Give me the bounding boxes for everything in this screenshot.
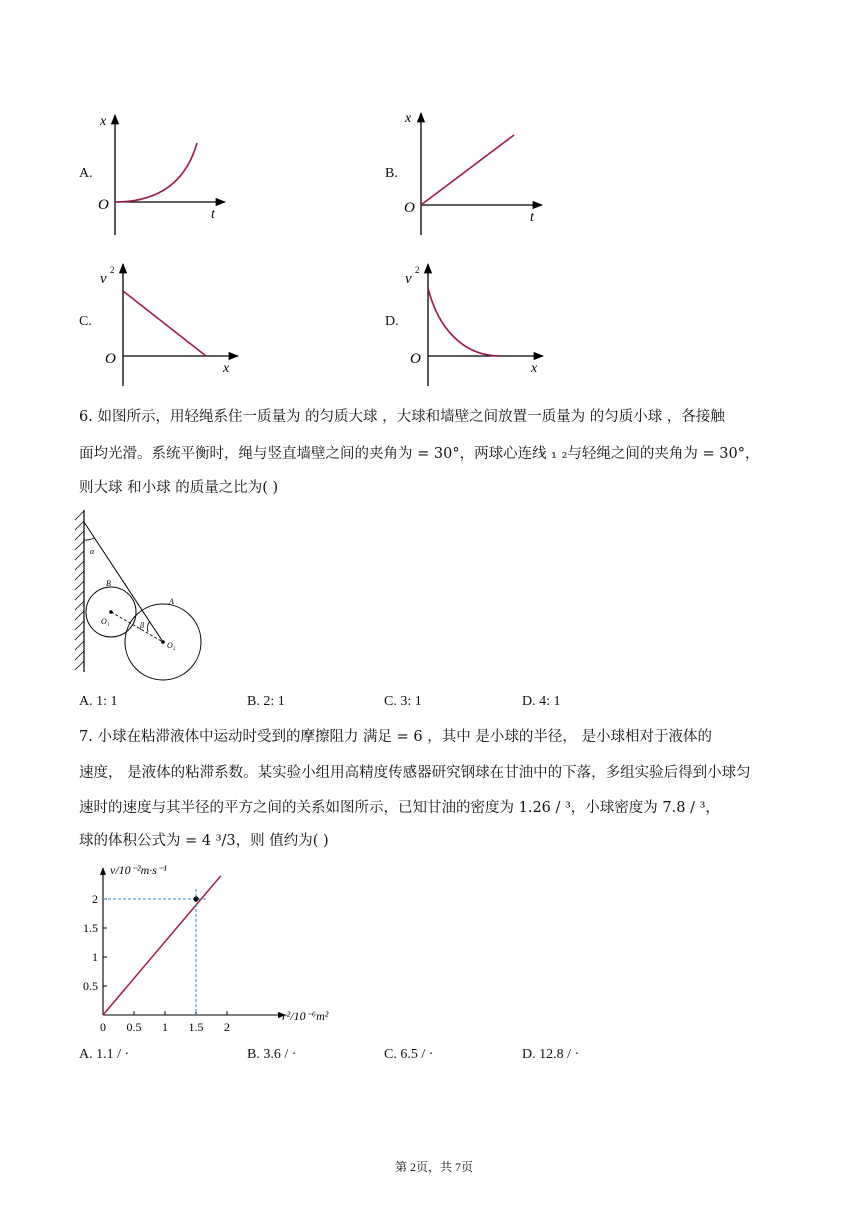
q7-choice-d[interactable]: D. 12.8 / · <box>522 1047 580 1062</box>
o1-label: O <box>101 617 107 626</box>
wall-hatching <box>75 511 84 670</box>
chart-x-tick-label: 0.5 <box>126 1020 142 1034</box>
q7-line-1: 7. 小球在粘滞液体中运动时受到的摩擦阻力 满足 = 6 ，其中 是小球的半径， 是小球相对于液体的 <box>79 729 712 745</box>
chart-y-tick-label: 1 <box>92 950 98 964</box>
q7-velocity-radius-chart <box>70 860 360 1040</box>
q7-line-4: 球的体积公式为 = 4 ³/3，则 值约为( ) <box>79 833 329 849</box>
graph-a-origin: O <box>98 197 109 213</box>
graph-d-xaxis-label: x <box>531 361 538 376</box>
ball-a-label: A <box>169 597 174 606</box>
beta-label: β <box>140 621 144 630</box>
chart-x-tick-label: 0 <box>100 1020 106 1034</box>
o1-sub: 1 <box>107 623 110 628</box>
chart-y-tick-label: 1.5 <box>83 921 98 935</box>
chart-series-line <box>103 876 221 1015</box>
rope-line <box>84 522 163 642</box>
center-line <box>111 612 163 642</box>
q6-wall-balls-figure <box>70 508 210 688</box>
graph-d-v2-x-curve <box>403 258 548 388</box>
graph-d-yaxis-label: v <box>405 271 412 287</box>
graph-c-yaxis-label: v <box>100 271 107 287</box>
graph-c-v2-x-line <box>98 258 243 388</box>
graph-c-origin: O <box>105 351 116 367</box>
graph-b-xaxis-label: t <box>530 210 534 225</box>
q7-line-3: 速时的速度与其半径的平方之间的关系如图所示，已知甘油的密度为 1.26 / ³，小球密度为 7.8 / ³， <box>79 800 720 816</box>
o2-label: O <box>167 641 173 650</box>
ball-b-label: B <box>106 579 111 588</box>
graph-a-xaxis-label: t <box>211 207 215 222</box>
page-footer: 第 2页，共 7页 <box>394 1160 473 1174</box>
q7-choice-a[interactable]: A. 1.1 / · <box>79 1047 130 1062</box>
option-c-label: C. <box>79 314 92 329</box>
chart-x-tick-label: 1.5 <box>188 1020 204 1034</box>
q6-line-3: 则大球 和小球 的质量之比为( ) <box>79 480 279 496</box>
chart-ylabel: v/10⁻²m·s⁻¹ <box>110 863 167 877</box>
q6-choice-c[interactable]: C. 3: 1 <box>384 694 422 709</box>
alpha-label: α <box>90 547 95 556</box>
q7-line-2: 速度， 是液体的粘滞系数。某实验小组用高精度传感器研究钢球在甘油中的下落，多组实验后得到小球匀 <box>79 765 751 781</box>
q6-choice-a[interactable]: A. 1: 1 <box>79 694 118 709</box>
graph-a-x-t-curve <box>95 105 235 240</box>
chart-y-tick-label: 0.5 <box>83 979 98 993</box>
chart-x-tick-label: 2 <box>224 1020 230 1034</box>
chart-xlabel: r²/10⁻⁶m² <box>282 1009 329 1023</box>
q7-choice-c[interactable]: C. 6.5 / · <box>384 1047 434 1062</box>
graph-b-origin: O <box>404 200 415 216</box>
chart-y-tick-label: 2 <box>92 892 98 906</box>
q7-choice-b[interactable]: B. 3.6 / · <box>247 1047 297 1062</box>
q6-line-2: 面均光滑。系统平衡时，绳与竖直墙壁之间的夹角为 = 30°，两球心连线 ₁ ₂与轻绳之间的夹角为 = 30°， <box>79 446 760 462</box>
option-d-label: D. <box>385 314 399 329</box>
graph-d-origin: O <box>410 351 421 367</box>
graph-d-yaxis-sup: 2 <box>415 265 420 275</box>
graph-a-yaxis-label: x <box>100 114 107 129</box>
graph-c-xaxis-label: x <box>223 361 230 376</box>
graph-b-yaxis-label: x <box>405 111 412 126</box>
option-b-label: B. <box>385 166 398 181</box>
option-a-label: A. <box>79 166 93 181</box>
graph-b-x-t-line <box>402 105 547 240</box>
chart-x-tick-label: 1 <box>162 1020 168 1034</box>
chart-highlight-point <box>193 896 198 901</box>
graph-c-yaxis-sup: 2 <box>110 265 115 275</box>
q6-line-1: 6. 如图所示，用轻绳系住一质量为 的匀质大球 ，大球和墙壁之间放置一质量为 的匀质小球 ，各接触 <box>79 409 725 425</box>
o2-sub: 2 <box>173 647 176 652</box>
q6-choice-d[interactable]: D. 4: 1 <box>522 694 561 709</box>
q6-choice-b[interactable]: B. 2: 1 <box>247 694 285 709</box>
